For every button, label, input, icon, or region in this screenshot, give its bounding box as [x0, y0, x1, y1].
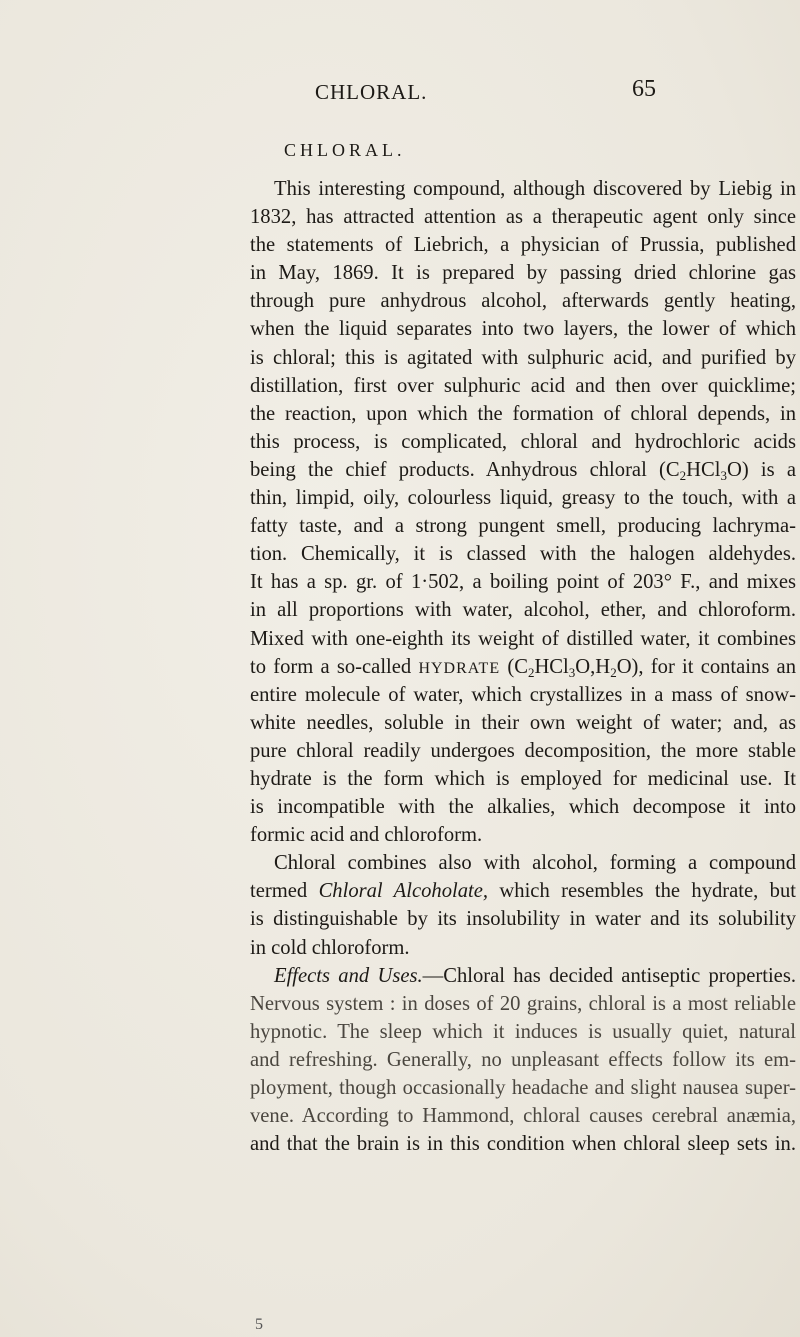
text-line: thin, limpid, oily, colourless liquid, greasy to the touch, with a: [250, 487, 796, 510]
text-line: this process, is complicated, chloral and hydrochloric acids: [250, 430, 796, 453]
text-line: distillation, first over sulphuric acid and then over quicklime;: [250, 374, 796, 397]
text-run: O) is a: [726, 458, 796, 481]
text-run: which resembles the hydrate, but: [488, 880, 796, 903]
paragraph-1: [250, 175, 796, 849]
section-title: CHLORAL.: [284, 140, 406, 160]
text-line: in cold chloroform.: [250, 936, 410, 959]
text-line: when the liquid separates into two layers, the lower of which: [250, 318, 796, 341]
italic-term: Chloral Alcoholate,: [318, 880, 489, 903]
text-run: being the chief products. Anhydrous chloral (C: [250, 458, 680, 481]
text-run: HCl: [534, 655, 569, 678]
running-head: CHLORAL.: [315, 80, 428, 104]
paragraph-2: [250, 849, 796, 961]
small-caps-term: HYDRATE: [418, 659, 501, 677]
page-number: 65: [632, 76, 656, 102]
text-line: and refreshing. Generally, no unpleasant effects follow its em-: [250, 1048, 796, 1071]
text-line: hydrate is the form which is employed for medicinal use. It: [250, 767, 796, 790]
text-run: O), for it contains an: [616, 655, 796, 678]
subscript: 3: [568, 664, 576, 680]
subscript: 2: [679, 467, 687, 483]
text-line: vene. According to Hammond, chloral causes cerebral anæmia,: [250, 1105, 796, 1128]
text-line: the statements of Liebrich, a physician of Prussia, published: [250, 234, 796, 257]
text-run: to form a so-called: [250, 655, 419, 678]
text-line: tion. Chemically, it is classed with the halogen aldehydes.: [250, 543, 796, 566]
text-line: This interesting compound, although discovered by Liebig in: [274, 178, 796, 200]
text-line: white needles, soluble in their own weight of water; and, as: [250, 711, 796, 734]
text-line: Chloral combines also with alcohol, forming a compound: [274, 852, 796, 875]
text-line: is chloral; this is agitated with sulphuric acid, and purified by: [250, 346, 796, 369]
text-line: in May, 1869. It is prepared by passing dried chlorine gas: [250, 262, 796, 285]
text-line: is distinguishable by its insolubility in water and its solubility: [250, 908, 796, 931]
text-line: and that the brain is in this condition when chloral sleep sets in.: [250, 1133, 796, 1156]
italic-heading: Effects and Uses.: [274, 964, 423, 987]
paragraph-3: [250, 962, 796, 1159]
text-line: [250, 653, 796, 681]
signature-mark: 5: [255, 1316, 263, 1333]
subscript: 2: [527, 664, 535, 680]
text-run: O,H: [575, 655, 611, 678]
text-line: is incompatible with the alkalies, which decompose it into: [250, 796, 796, 819]
text-line: through pure anhydrous alcohol, afterwards gently heating,: [250, 290, 796, 313]
text-line: ployment, though occasionally headache and slight nausea super-: [250, 1077, 796, 1099]
text-line: formic acid and chloroform.: [250, 824, 483, 847]
text-line: the reaction, upon which the formation of chloral depends, in: [250, 402, 796, 425]
text-line: [250, 877, 796, 905]
text-line: entire molecule of water, which crystallizes in a mass of snow-: [250, 683, 796, 706]
text-run: (C: [500, 655, 528, 678]
text-line: in all proportions with water, alcohol, ether, and chloroform.: [250, 599, 796, 622]
text-line: hypnotic. The sleep which it induces is usually quiet, natural: [250, 1020, 796, 1043]
text-run: termed: [250, 880, 319, 903]
text-line: Nervous system : in doses of 20 grains, chloral is a most reliable: [250, 992, 796, 1015]
text-run: HCl: [686, 458, 721, 481]
body-text: [250, 175, 796, 1158]
text-line: pure chloral readily undergoes decomposition, the more stable: [250, 739, 796, 762]
subscript: 3: [720, 467, 727, 483]
text-run: —Chloral has decided antiseptic properties.: [422, 964, 796, 987]
text-line: fatty taste, and a strong pungent smell, producing lachryma-: [250, 515, 796, 538]
text-line: Mixed with one-eighth its weight of distilled water, it combines: [250, 627, 796, 650]
text-line: [250, 962, 796, 990]
text-line: 1832, has attracted attention as a therapeutic agent only since: [250, 206, 796, 229]
subscript: 2: [610, 664, 617, 680]
text-line: [250, 456, 796, 484]
text-line: It has a sp. gr. of 1·502, a boiling point of 203° F., and mixes: [250, 571, 796, 594]
